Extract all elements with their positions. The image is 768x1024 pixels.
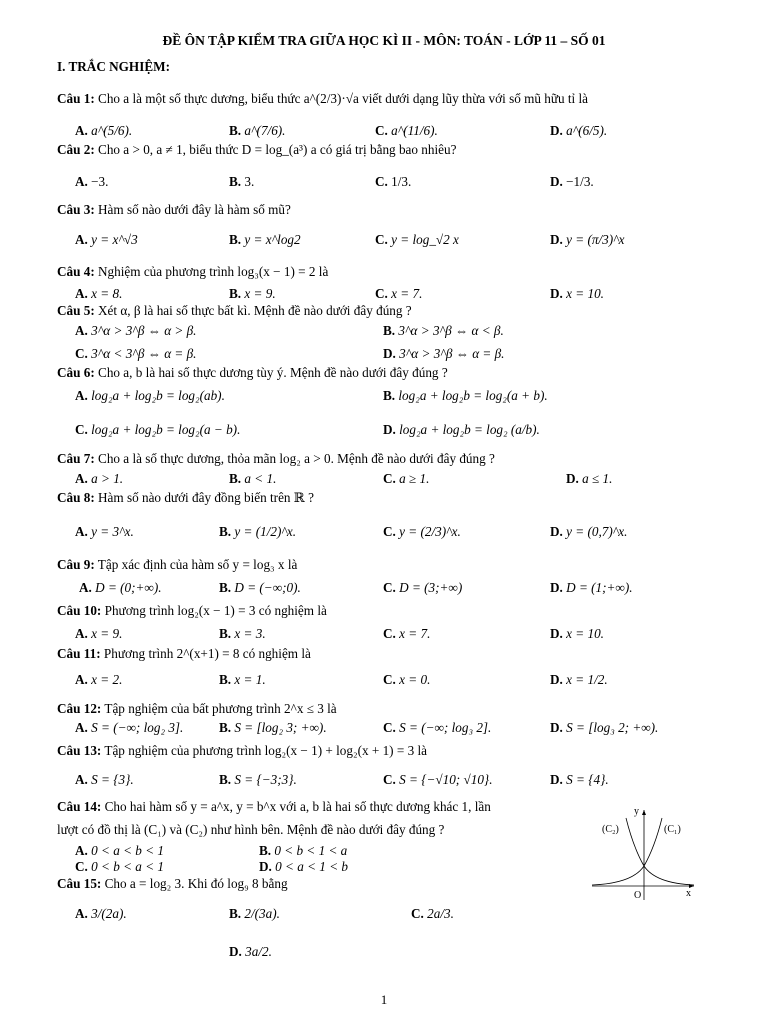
question-12: Câu 12: Tập nghiệm của bất phương trình 2^x ≤ 3 là <box>57 701 337 716</box>
option-b[interactable]: B. 2/(3a). <box>229 906 280 921</box>
option-c[interactable]: C. 3^α < 3^β ⇔ α = β. <box>75 346 197 361</box>
x-label: x <box>686 888 691 899</box>
option-c[interactable]: C. x = 0. <box>383 672 431 687</box>
option-a[interactable]: A. x = 8. <box>75 286 123 301</box>
option-b[interactable]: B. y = x^log2 <box>229 232 301 247</box>
option-a[interactable]: A. 0 < a < b < 1 <box>75 843 164 858</box>
option-c[interactable]: C. 2a/3. <box>411 906 454 921</box>
exponential-graph <box>588 806 698 902</box>
question-2: Câu 2: Cho a > 0, a ≠ 1, biểu thức D = log_(a³) a có giá trị bằng bao nhiêu? <box>57 142 457 157</box>
option-b[interactable]: B. S = {−3;3}. <box>219 772 297 787</box>
option-a[interactable]: A. 3^α > 3^β ⇔ α > β. <box>75 323 197 338</box>
option-c[interactable]: C. D = (3;+∞) <box>383 580 463 595</box>
option-d[interactable]: D. 3a/2. <box>229 944 272 959</box>
question-9: Câu 9: Tập xác định của hàm số y = log₃ x là <box>57 557 298 572</box>
option-a[interactable]: A. a > 1. <box>75 471 124 486</box>
option-c[interactable]: C. a ≥ 1. <box>383 471 430 486</box>
option-b[interactable]: B. x = 1. <box>219 672 266 687</box>
question-14: Câu 14: Cho hai hàm số y = a^x, y = b^x với a, b là hai số thực dương khác 1, lần <box>57 799 491 814</box>
option-a[interactable]: A. y = 3^x. <box>75 524 134 539</box>
option-d[interactable]: D. D = (1;+∞). <box>550 580 633 595</box>
option-b[interactable]: B. 3^α > 3^β ⇔ α < β. <box>383 323 504 338</box>
option-d[interactable]: D. x = 1/2. <box>550 672 608 687</box>
option-d[interactable]: D. 3^α > 3^β ⇔ α = β. <box>383 346 505 361</box>
option-a[interactable]: A. S = {3}. <box>75 772 134 787</box>
option-c[interactable]: C. x = 7. <box>375 286 423 301</box>
section-heading: I. TRẮC NGHIỆM: <box>57 59 170 74</box>
option-b[interactable]: B. log₂a + log₂b = log₂(a + b). <box>383 388 548 403</box>
question-1 <box>57 91 588 107</box>
option-d[interactable]: D. 0 < a < 1 < b <box>259 859 348 874</box>
option-a[interactable]: A. 3/(2a). <box>75 906 127 921</box>
option-c[interactable]: C. S = (−∞; log₃ 2]. <box>383 720 492 735</box>
option-d[interactable]: D. S = [log₃ 2; +∞). <box>550 720 659 735</box>
curve-c2 <box>626 818 694 885</box>
option-c[interactable]: C. log₂a + log₂b = log₂(a − b). <box>75 422 241 437</box>
option-c[interactable]: C. y = log_√2 x <box>375 232 459 247</box>
option-d[interactable]: D. a^(6/5). <box>550 123 608 138</box>
option-a[interactable]: A. x = 2. <box>75 672 123 687</box>
question-5: Câu 5: Xét α, β là hai số thực bất kì. Mệnh đề nào dưới đây đúng ? <box>57 303 412 318</box>
y-label: y <box>634 806 639 817</box>
option-d[interactable]: D. −1/3. <box>550 174 594 189</box>
option-a[interactable]: A. a^(5/6). <box>75 123 133 138</box>
origin-label: O <box>634 890 642 901</box>
option-c[interactable]: C. x = 7. <box>383 626 431 641</box>
option-a[interactable]: A. D = (0;+∞). <box>79 580 162 595</box>
option-b[interactable]: B. D = (−∞;0). <box>219 580 301 595</box>
question-3: Câu 3: Hàm số nào dưới đây là hàm số mũ? <box>57 202 291 217</box>
option-b[interactable]: B. S = [log₂ 3; +∞). <box>219 720 327 735</box>
option-c[interactable]: C. 0 < b < a < 1 <box>75 859 164 874</box>
option-c[interactable]: C. a^(11/6). <box>375 123 438 138</box>
question-4: Câu 4: Nghiệm của phương trình log₃(x − 1) = 2 là <box>57 264 329 279</box>
option-b[interactable]: B. y = (1/2)^x. <box>219 524 297 539</box>
question-6: Câu 6: Cho a, b là hai số thực dương tùy ý. Mệnh đề nào dưới đây đúng ? <box>57 365 448 380</box>
option-c[interactable]: C. S = {−√10; √10}. <box>383 772 493 787</box>
y-axis-arrow <box>642 810 646 815</box>
question-13: Câu 13: Tập nghiệm của phương trình log₂(x − 1) + log₂(x + 1) = 3 là <box>57 743 428 758</box>
option-b[interactable]: B. x = 9. <box>229 286 276 301</box>
option-b[interactable]: B. 0 < b < 1 < a <box>259 843 348 858</box>
option-d[interactable]: D. S = {4}. <box>550 772 609 787</box>
option-d[interactable]: D. a ≤ 1. <box>566 471 613 486</box>
question-14-line-2: lượt có đồ thị là (C₁) và (C₂) như hình bên. Mệnh đề nào dưới đây đúng ? <box>57 822 445 837</box>
option-d[interactable]: D. y = (0,7)^x. <box>550 524 628 539</box>
question-label: Câu 1: <box>57 91 95 106</box>
question-11: Câu 11: Phương trình 2^(x+1) = 8 có nghiệm là <box>57 646 311 661</box>
option-d[interactable]: D. x = 10. <box>550 286 604 301</box>
option-c[interactable]: C. 1/3. <box>375 174 412 189</box>
option-d[interactable]: D. y = (π/3)^x <box>550 232 625 247</box>
c1-label: (C₁) <box>664 824 681 835</box>
option-b[interactable]: B. a < 1. <box>229 471 277 486</box>
question-7: Câu 7: Cho a là số thực dương, thỏa mãn log₂ a > 0. Mệnh đề nào dưới đây đúng ? <box>57 451 495 466</box>
option-d[interactable]: D. x = 10. <box>550 626 604 641</box>
option-a[interactable]: A. S = (−∞; log₂ 3]. <box>75 720 184 735</box>
option-a[interactable]: A. y = x^√3 <box>75 232 138 247</box>
question-10: Câu 10: Phương trình log₂(x − 1) = 3 có nghiệm là <box>57 603 327 618</box>
question-8: Câu 8: Hàm số nào dưới đây đồng biến trên ℝ ? <box>57 490 314 505</box>
option-a[interactable]: A. x = 9. <box>75 626 123 641</box>
option-a[interactable]: A. −3. <box>75 174 109 189</box>
option-b[interactable]: B. x = 3. <box>219 626 266 641</box>
question-text: Cho a là một số thực dương, biểu thức a^(2/3)·√a viết dưới dạng lũy thừa với số mũ hữu tỉ là <box>98 91 589 106</box>
option-d[interactable]: D. log₂a + log₂b = log₂ (a/b). <box>383 422 540 437</box>
question-15: Câu 15: Cho a = log₂ 3. Khi đó log₉ 8 bằng <box>57 876 288 891</box>
page-number: 1 <box>380 992 388 1007</box>
option-b[interactable]: B. 3. <box>229 174 255 189</box>
option-b[interactable]: B. a^(7/6). <box>229 123 286 138</box>
exam-title: ĐỀ ÔN TẬP KIỂM TRA GIỮA HỌC KÌ II - MÔN: TOÁN - LỚP 11 – SỐ 01 <box>162 33 606 48</box>
c2-label: (C₂) <box>602 824 619 835</box>
option-a[interactable]: A. log₂a + log₂b = log₂(ab). <box>75 388 225 403</box>
option-c[interactable]: C. y = (2/3)^x. <box>383 524 461 539</box>
